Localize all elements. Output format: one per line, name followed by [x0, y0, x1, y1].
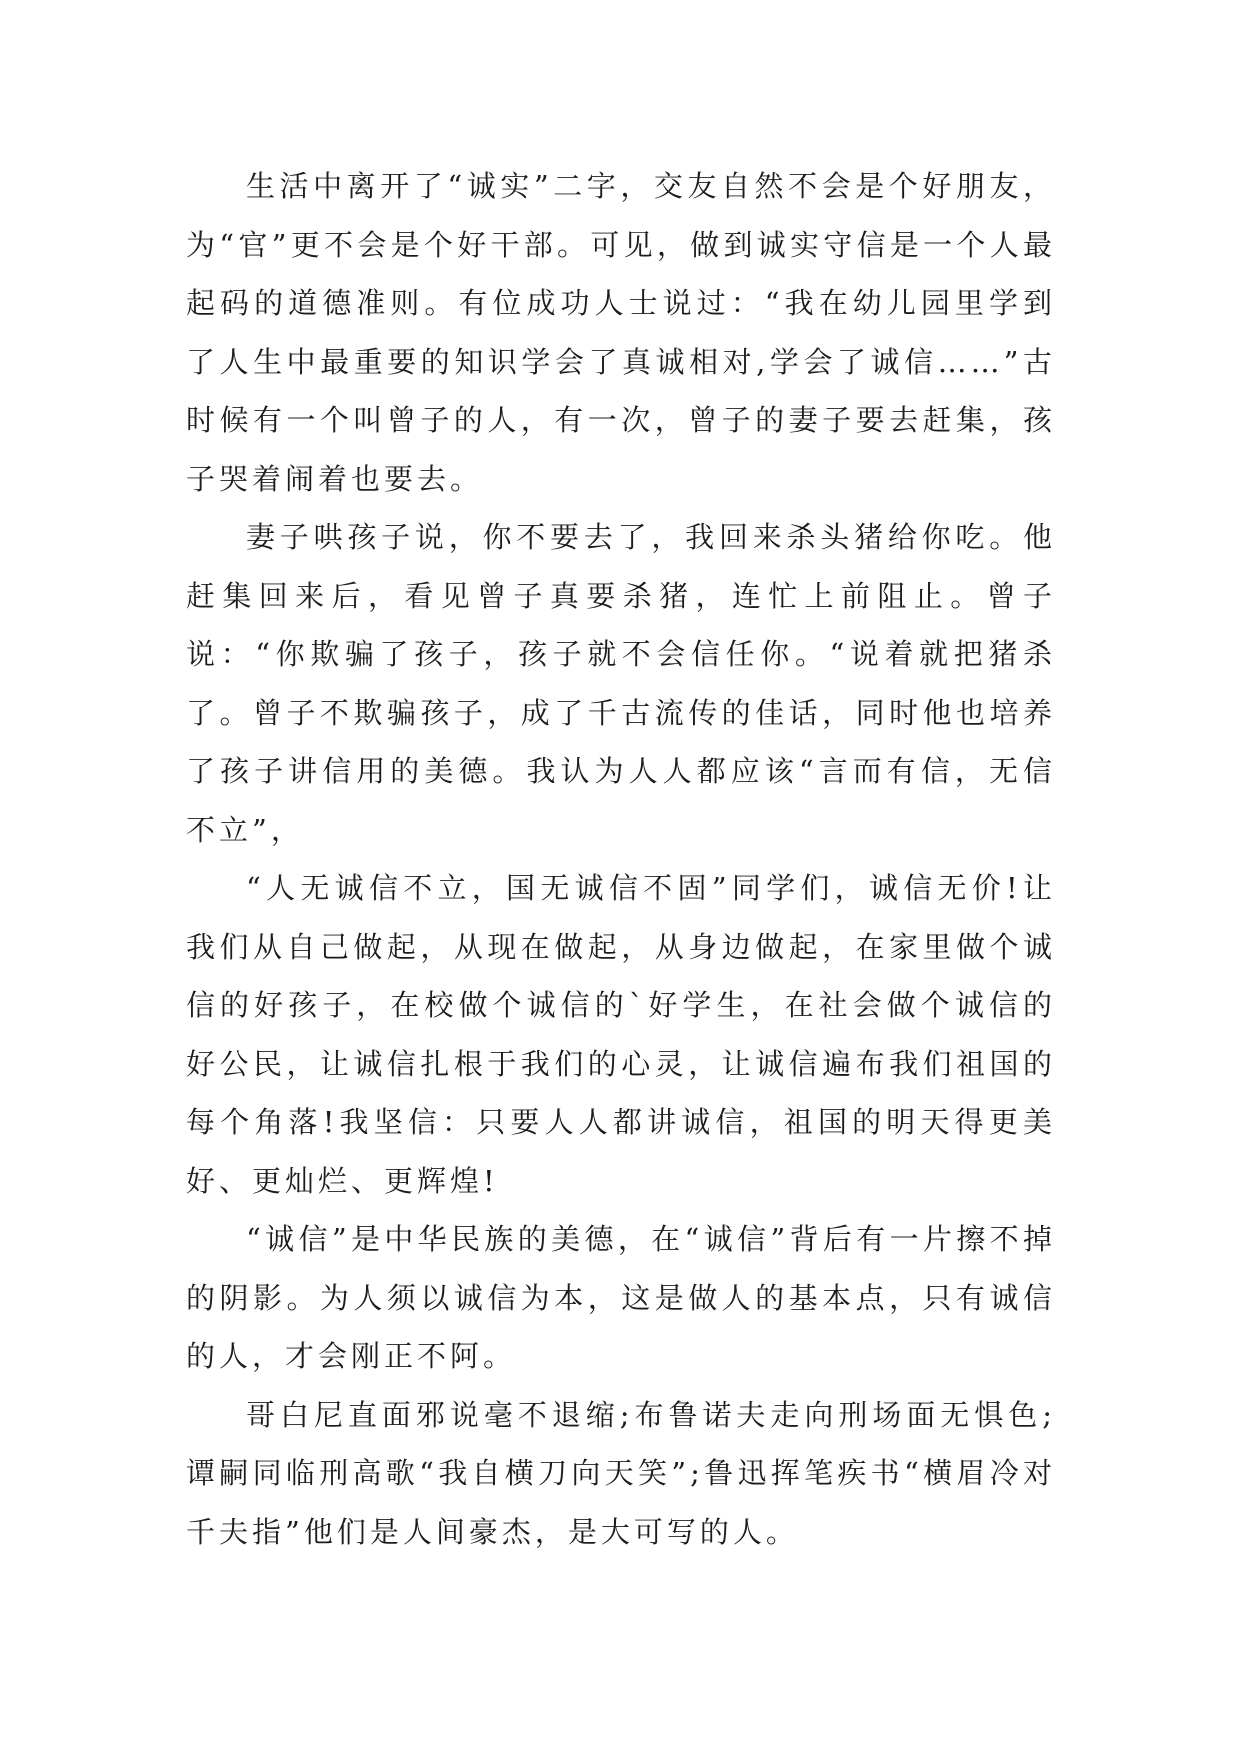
paragraph-4: “诚信”是中华民族的美德，在“诚信”背后有一片擦不掉的阴影。为人须以诚信为本，这是做人的基本点，只有诚信的人，才会刚正不阿。 [186, 1222, 1056, 1373]
paragraph-2: 妻子哄孩子说，你不要去了，我回来杀头猪给你吃。他赶集回来后，看见曾子真要杀猪，连忙上前阻止。曾子说：“你欺骗了孩子，孩子就不会信任你。“说着就把猪杀了。曾子不欺骗孩子，成了千古流传的佳话，同时他也培养了孩子讲信用的美德。我认为人人都应该“言而有信，无信不立”， [186, 520, 1056, 847]
paragraph-5: 哥白尼直面邪说毫不退缩;布鲁诺夫走向刑场面无惧色;谭嗣同临刑高歌“我自横刀向天笑”;鲁迅挥笔疾书“横眉冷对千夫指”他们是人间豪杰，是大可写的人。 [186, 1397, 1056, 1549]
document-body [186, 157, 1056, 1561]
paragraph-1: 生活中离开了“诚实”二字，交友自然不会是个好朋友，为“官”更不会是个好干部。可见，做到诚实守信是一个人最起码的道德准则。有位成功人士说过：“我在幼儿园里学到了人生中最重要的知识学会了真诚相对,学会了诚信……”古时候有一个叫曾子的人，有一次，曾子的妻子要去赶集，孩子哭着闹着也要去。 [186, 169, 1056, 496]
paragraph-3: “人无诚信不立，国无诚信不固”同学们，诚信无价!让我们从自己做起，从现在做起，从身边做起，在家里做个诚信的好孩子，在校做个诚信的`好学生，在社会做个诚信的好公民，让诚信扎根于我们的心灵，让诚信遍布我们祖国的每个角落!我坚信：只要人人都讲诚信，祖国的明天得更美好、更灿烂、更辉煌! [186, 871, 1056, 1198]
